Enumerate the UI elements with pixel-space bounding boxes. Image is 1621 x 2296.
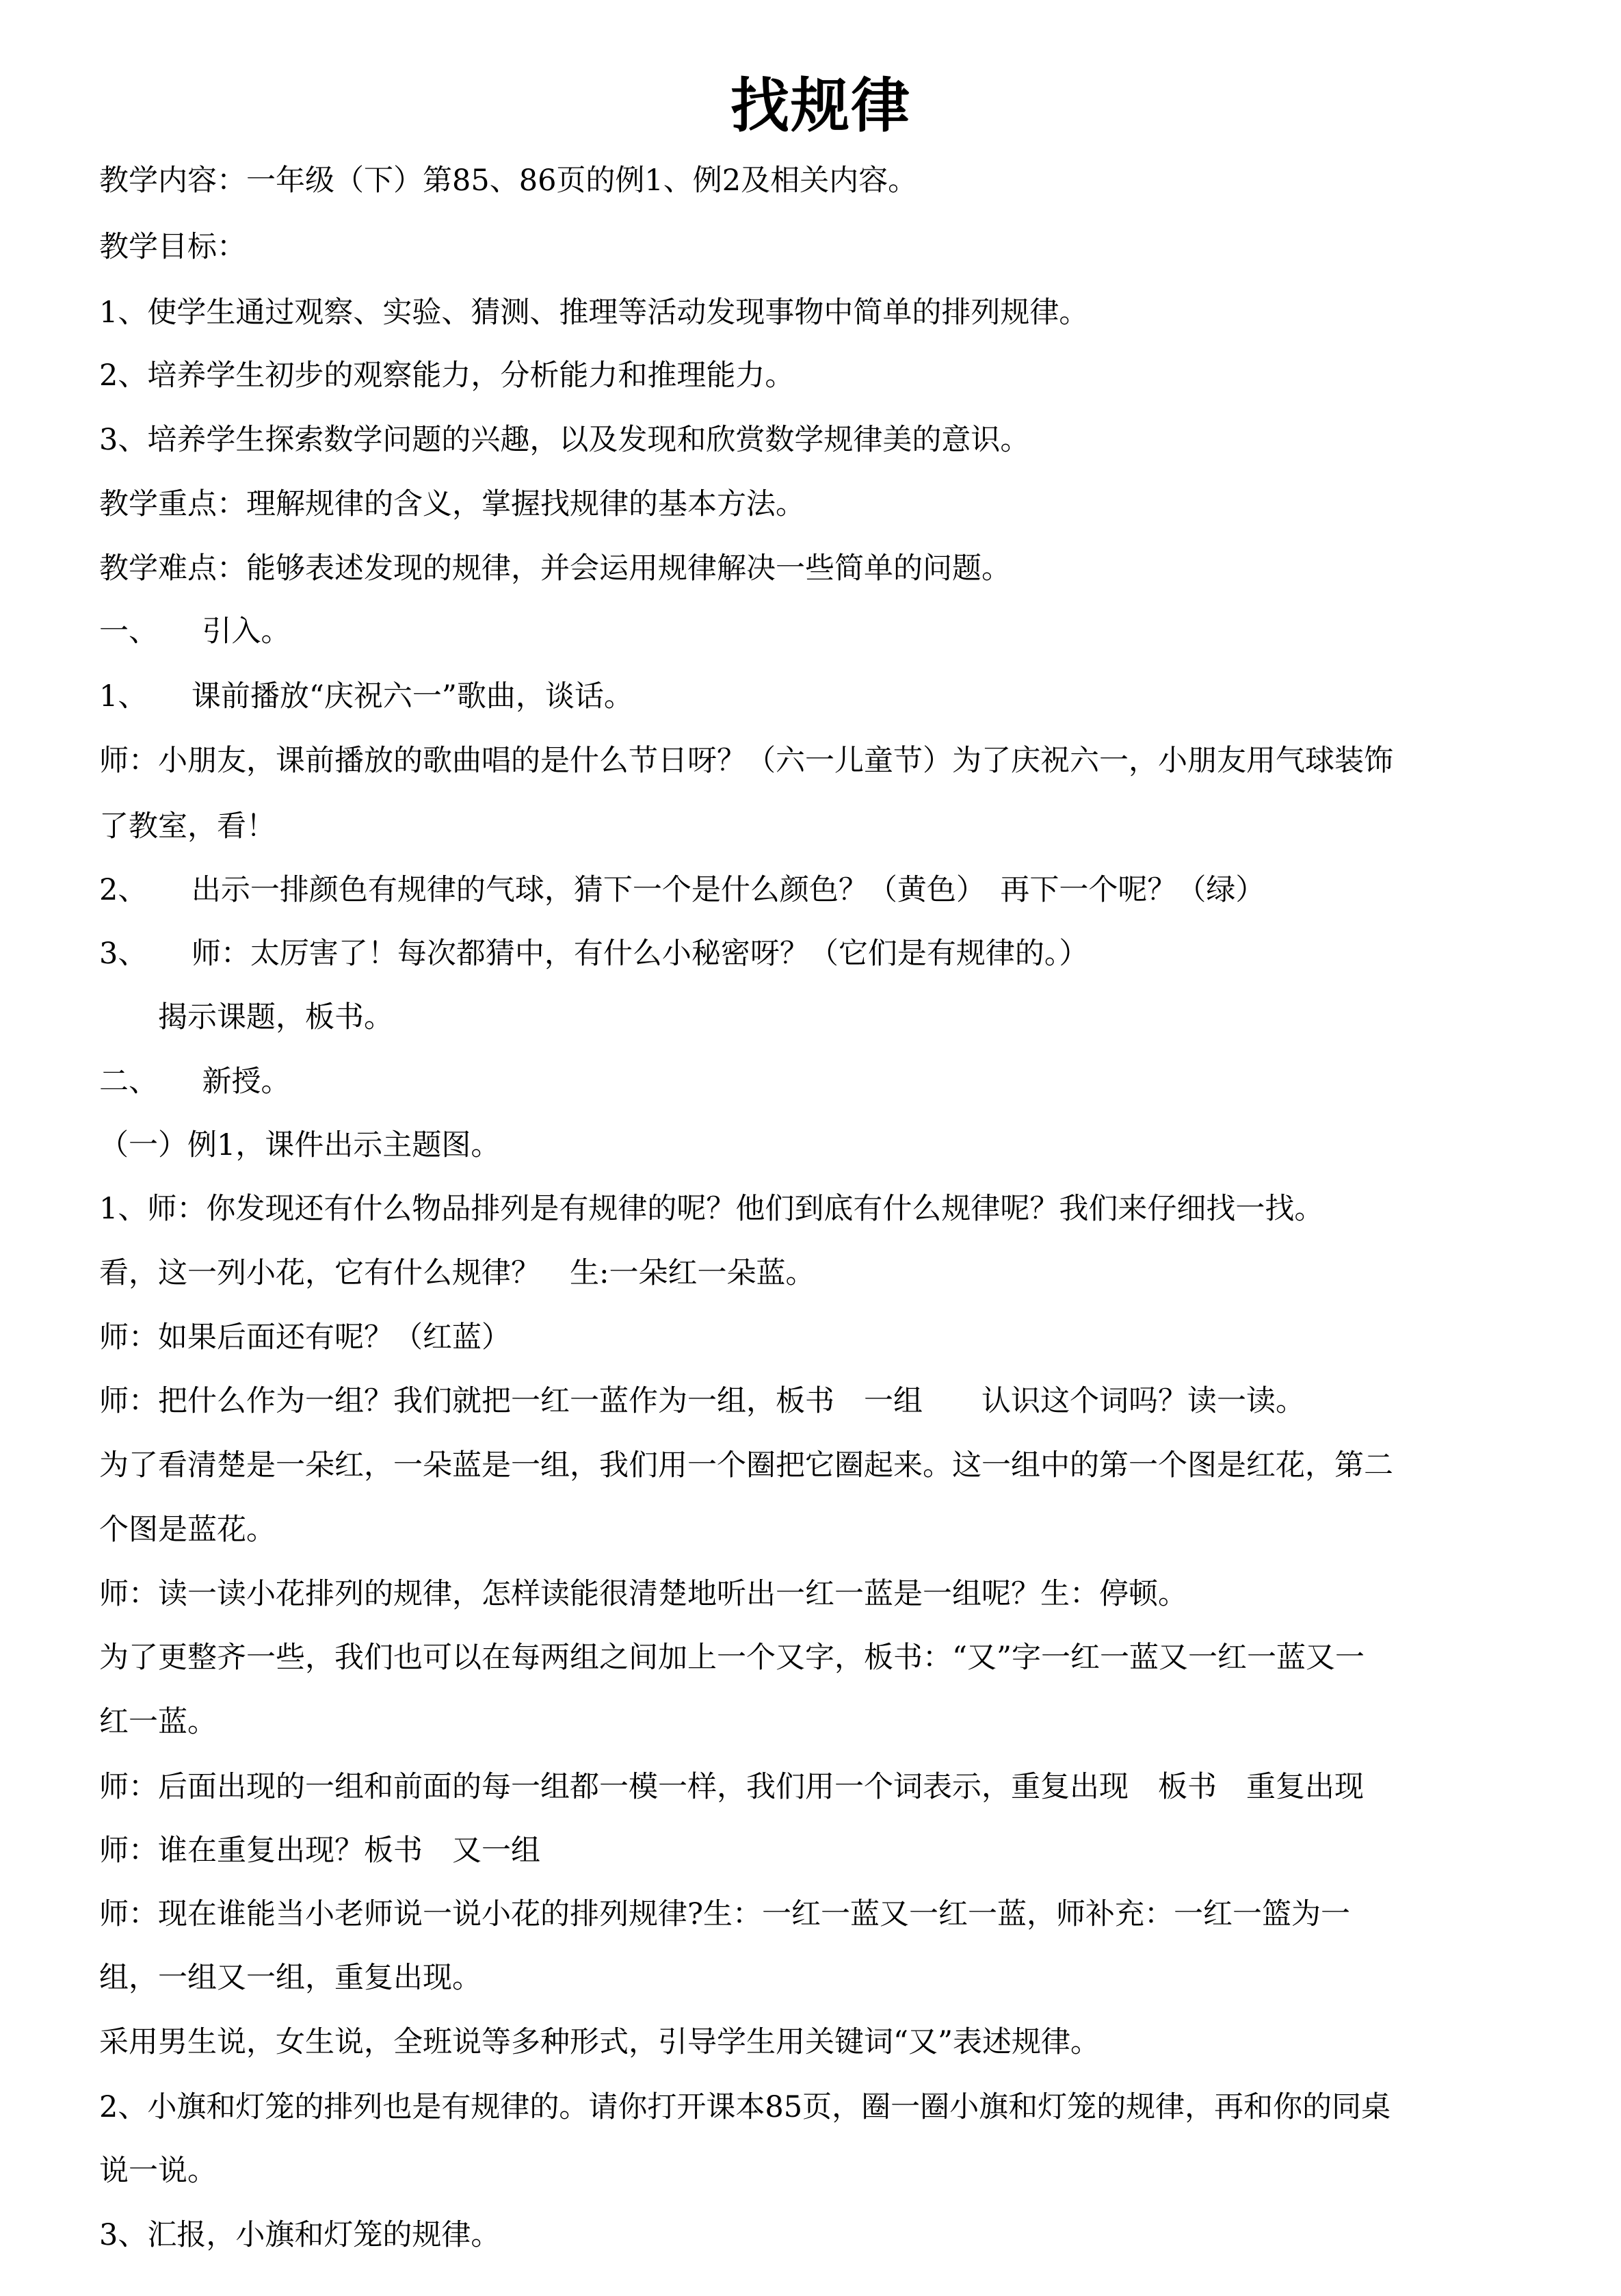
- line-flags-lanterns-cont: 说一说。: [99, 2154, 217, 2188]
- line-add-you-cont: 红一蓝。: [99, 1705, 217, 1739]
- line-next: 师：如果后面还有呢？（红蓝）: [99, 1320, 511, 1355]
- line-circle: 为了看清楚是一朵红，一朵蓝是一组，我们用一个圈把它圈起来。这一组中的第一个图是红花，第二: [99, 1448, 1393, 1483]
- line-key-point: 教学重点：理解规律的含义，掌握找规律的基本方法。: [99, 487, 805, 521]
- line-difficulty: 教学难点：能够表述发现的规律，并会运用规律解决一些简单的问题。: [99, 551, 1011, 586]
- line-forms: 采用男生说，女生说，全班说等多种形式，引导学生用关键词“又”表述规律。: [99, 2025, 1100, 2059]
- line-repeat: 师：后面出现的一组和前面的每一组都一模一样，我们用一个词表示，重复出现 板书 重复出现: [99, 1770, 1364, 1804]
- line-goal-3: 3、培养学生探索数学问题的兴趣，以及发现和欣赏数学规律美的意识。: [99, 423, 1030, 457]
- line-section-2-heading: 二、 新授。: [99, 1065, 291, 1099]
- line-flags-lanterns: 2、小旗和灯笼的排列也是有规律的。请你打开课本85页，圈一圈小旗和灯笼的规律，再和你的同桌: [99, 2090, 1391, 2124]
- line-report: 3、汇报，小旗和灯笼的规律。: [99, 2218, 501, 2252]
- line-intro-dialogue: 师：小朋友，课前播放的歌曲唱的是什么节日呀？（六一儿童节）为了庆祝六一，小朋友用气球装饰: [99, 744, 1393, 778]
- line-new-1: 1、师：你发现还有什么物品排列是有规律的呢？他们到底有什么规律呢？我们来仔细找一找。: [99, 1192, 1324, 1226]
- line-section-1-heading: 一、 引入。: [99, 614, 291, 649]
- line-circle-cont: 个图是蓝花。: [99, 1513, 276, 1547]
- line-goal-1: 1、使学生通过观察、实验、猜测、推理等活动发现事物中简单的排列规律。: [99, 296, 1089, 330]
- line-example-1: （一）例1，课件出示主题图。: [99, 1128, 501, 1162]
- line-little-teacher-cont: 组，一组又一组，重复出现。: [99, 1961, 482, 1995]
- line-teaching-content: 教学内容：一年级（下）第85、86页的例1、例2及相关内容。: [99, 164, 918, 198]
- line-intro-3: 3、 师：太厉害了！每次都猜中，有什么小秘密呀？（它们是有规律的。）: [99, 937, 1089, 971]
- document-title: 找规律: [730, 72, 911, 140]
- line-add-you: 为了更整齐一些，我们也可以在每两组之间加上一个又字，板书：“又”字一红一蓝又一红一蓝又一: [99, 1641, 1365, 1675]
- line-who-repeats: 师：谁在重复出现？板书 又一组: [99, 1834, 540, 1868]
- line-reveal-topic: 揭示课题，板书。: [99, 1000, 393, 1034]
- line-goal-2: 2、培养学生初步的观察能力，分析能力和推理能力。: [99, 358, 795, 393]
- line-teaching-goals-heading: 教学目标：: [99, 230, 246, 264]
- line-intro-2: 2、 出示一排颜色有规律的气球，猜下一个是什么颜色？（黄色） 再下一个呢？（绿）: [99, 873, 1265, 907]
- line-little-teacher: 师：现在谁能当小老师说一说小花的排列规律?生：一红一蓝又一红一蓝，师补充：一红一篮为一: [99, 1897, 1351, 1931]
- line-intro-1: 1、 课前播放“庆祝六一”歌曲，谈话。: [99, 679, 633, 714]
- line-intro-dialogue-cont: 了教室，看！: [99, 809, 276, 844]
- line-read-pattern: 师：读一读小花排列的规律，怎样读能很清楚地听出一红一蓝是一组呢？生：停顿。: [99, 1577, 1187, 1611]
- line-group: 师：把什么作为一组？我们就把一红一蓝作为一组，板书 一组 认识这个词吗？读一读。: [99, 1384, 1305, 1418]
- line-flowers: 看，这一列小花，它有什么规律？ 生:一朵红一朵蓝。: [99, 1256, 815, 1290]
